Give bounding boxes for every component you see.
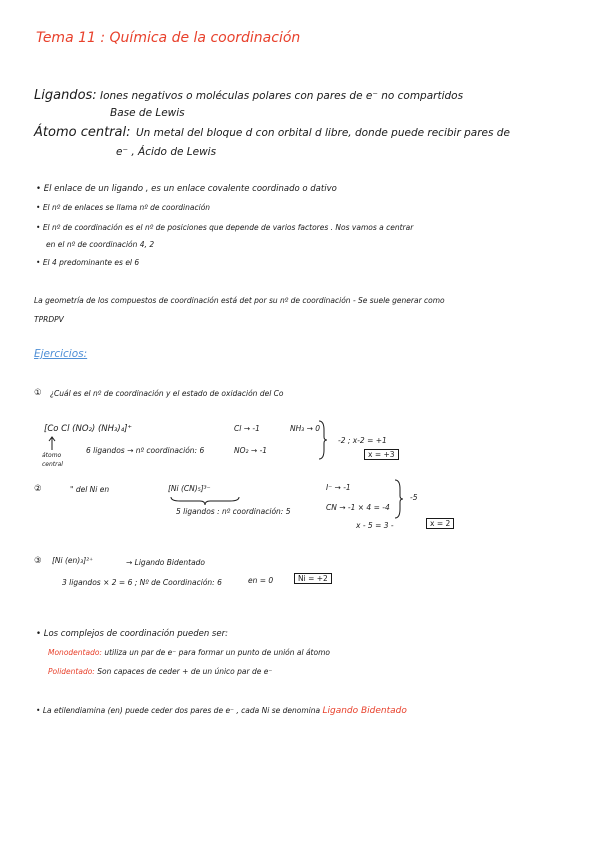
ex1-cl: Cl → -1	[234, 424, 260, 433]
ex1-brace-icon	[318, 420, 328, 460]
complejos-intro: • Los complejos de coordinación pueden ser:	[36, 629, 228, 639]
ex1-question: ¿Cuál es el nº de coordinación y el estado de oxidación del Co	[50, 389, 284, 398]
bullet-4: • El 4 predominante es el 6	[36, 258, 140, 267]
mono-label: Monodentado:	[48, 648, 102, 657]
atomo-line2: e⁻ , Ácido de Lewis	[116, 146, 217, 158]
bullet-1: • El enlace de un ligando , es un enlace covalente coordinado o dativo	[36, 184, 337, 194]
geometria-line1: La geometría de los compuestos de coordinación está det por su nº de coordinación - Se suele generar como	[34, 296, 445, 305]
ex3-en: en = 0	[248, 576, 274, 585]
bullet-3: • El nº de coordinación es el nº de posiciones que depende de varios factores . Nos vamos a centrar	[36, 223, 414, 232]
ex2-calc: x - 5 = 3 -	[356, 521, 394, 530]
ex2-question: " del Ni en	[70, 485, 110, 494]
ex2-cn: CN → -1 × 4 = -4	[326, 503, 390, 512]
ligandos-line1: Iones negativos o moléculas polares con pares de e⁻ no compartidos	[100, 90, 464, 102]
ex2-brace-icon	[394, 479, 404, 519]
ex2-i: I⁻ → -1	[326, 483, 351, 492]
ex1-central-atom-label: átomo central	[42, 452, 63, 468]
poli-label: Polidentado:	[48, 667, 95, 676]
ex2-formula: [Ni (CN)₅]³⁻	[168, 484, 211, 493]
ex1-answer: x = +3	[364, 450, 399, 459]
ex2-total: -5	[410, 493, 418, 502]
ex1-ligands-note: 6 ligandos → nº coordinación: 6	[86, 446, 205, 455]
complejos-mono: Monodentado: utiliza un par de e⁻ para formar un punto de unión al átomo	[48, 648, 330, 657]
geometria-line2: TPRDPV	[34, 315, 64, 324]
ex2-ligands-note: 5 ligandos : nº coordinación: 5	[176, 507, 291, 516]
final-highlight: Ligando Bidentado	[322, 706, 407, 716]
atomo-line1: Un metal del bloque d con orbital d libre, donde puede recibir pares de	[136, 127, 510, 139]
ex1-number: ①	[34, 388, 42, 398]
page-title: Tema 11 : Química de la coordinación	[36, 30, 301, 46]
ex1-formula: [Co Cl (NO₂) (NH₃)₄]⁺	[44, 424, 132, 434]
final-line: • La etilendiamina (en) puede ceder dos pares de e⁻ , cada Ni se denomina Ligando Bidentado	[36, 706, 407, 716]
ex3-formula: [Ni (en)₃]²⁺	[52, 556, 94, 565]
ex2-answer: x = 2	[426, 519, 454, 528]
ligandos-line2: Base de Lewis	[110, 107, 185, 119]
ex3-number: ③	[34, 556, 42, 566]
ex1-nh3: NH₃ → 0	[290, 424, 321, 433]
complejos-poli: Polidentado: Son capaces de ceder + de un único par de e⁻	[48, 667, 273, 676]
ligandos-label: Ligandos:	[34, 88, 97, 103]
ex3-answer: Ni = +2	[294, 574, 332, 583]
ex2-underbrace-icon	[170, 496, 240, 506]
ex3-note: 3 ligandos × 2 = 6 ; Nº de Coordinación: 6	[62, 578, 222, 587]
ejercicios-heading: Ejercicios:	[34, 348, 88, 360]
atomo-label: Átomo central:	[34, 125, 131, 140]
bullet-3-cont: en el nº de coordinación 4, 2	[46, 240, 155, 249]
ex1-up-arrow-icon	[48, 436, 58, 450]
ex3-arrow: → Ligando Bidentado	[126, 558, 206, 567]
ex1-no2: NO₂ → -1	[234, 446, 268, 455]
bullet-2: • El nº de enlaces se llama nº de coordinación	[36, 203, 211, 212]
ex1-calc: -2 ; x-2 = +1	[338, 436, 387, 445]
ex2-number: ②	[34, 484, 42, 494]
